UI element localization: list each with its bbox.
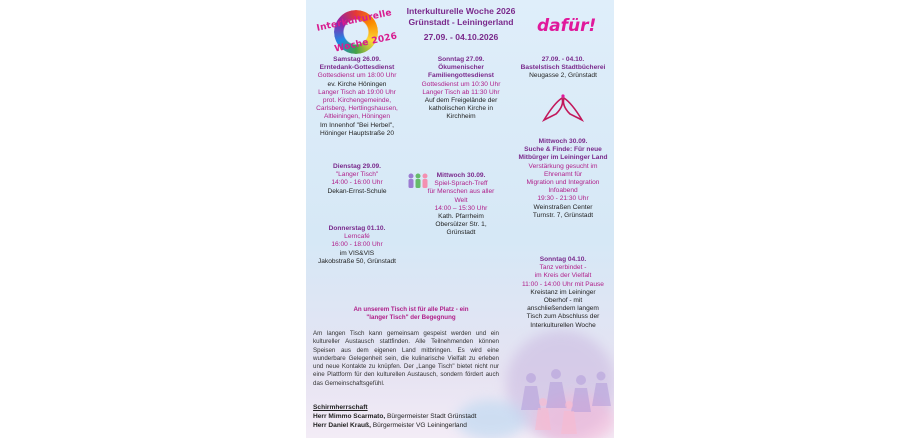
event-line: Ehrenamt für xyxy=(543,170,583,178)
event-day: Sonntag 27.09. xyxy=(437,56,485,63)
event-day: Donnerstag 01.10. xyxy=(328,225,386,232)
event-line: Gottesdienst um 10:30 Uhr xyxy=(421,80,501,88)
event-line: Interkulturellen Woche xyxy=(530,321,596,329)
event-line: Gottesdienst um 18:00 Uhr xyxy=(317,72,397,80)
event-mittwoch-suche-finde xyxy=(512,138,614,220)
patron-role: Bürgermeister Stadt Grünstadt xyxy=(385,413,477,420)
event-name: "Langer Tisch" xyxy=(335,171,379,179)
patron-block xyxy=(313,403,513,430)
event-sonntag-27 xyxy=(410,56,512,122)
event-line: Kreistanz im Leininger xyxy=(530,288,596,296)
event-line: Dekan-Ernst-Schule xyxy=(327,187,387,195)
event-mittwoch-spieltreff xyxy=(410,172,512,238)
event-line: prot. Kirchengemeinde, xyxy=(322,97,392,105)
intro-heading-line: "langer Tisch" der Begegnung xyxy=(366,314,456,322)
event-line: 16:00 - 18:00 Uhr xyxy=(331,241,383,249)
page-dates: 27.09. - 04.10.2026 xyxy=(423,32,499,42)
event-line: Oberhof - mit xyxy=(543,297,583,305)
intro-heading xyxy=(316,306,506,322)
event-line: Langer Tisch ab 11:30 Uhr xyxy=(422,88,500,96)
event-name: Tanz verbindet - xyxy=(539,264,587,272)
event-line: Tisch zum Abschluss der xyxy=(526,313,600,321)
event-name: Lerncafé xyxy=(344,233,370,241)
event-samstag xyxy=(306,56,408,138)
event-line: Auf dem Freigelände der xyxy=(424,97,498,105)
event-name: Erntedank-Gottesdienst xyxy=(319,64,395,72)
patron-line-1 xyxy=(313,412,513,421)
logo-text-line1: Interkulturelle xyxy=(315,8,393,34)
event-sonntag-04 xyxy=(512,256,614,330)
event-line: Im Innenhof "Bei Herbel", xyxy=(320,121,394,129)
event-name: Familiengottesdienst xyxy=(428,72,494,80)
patron-name: Herr Daniel Krauß, xyxy=(313,422,371,429)
event-line: Langer Tisch ab 19:00 Uhr xyxy=(318,88,396,96)
page-subtitle: Grünstadt - Leiningerland xyxy=(408,17,514,27)
event-line: Altleiningen, Höningen xyxy=(324,113,390,121)
event-line: Verstärkung gesucht im xyxy=(528,162,598,170)
event-line: ev. Kirche Höningen xyxy=(327,80,387,88)
page-title: Interkulturelle Woche 2026 xyxy=(406,6,516,16)
event-line: Infoabend xyxy=(548,187,578,195)
event-line: Kath. Pfarrheim xyxy=(438,213,484,221)
patron-line-2 xyxy=(313,421,513,430)
title-block xyxy=(396,6,526,43)
event-day: Sonntag 04.10. xyxy=(539,256,587,263)
event-line: 19:30 - 21:30 Uhr xyxy=(537,195,589,203)
logo xyxy=(312,6,400,56)
event-line: im VIS&VIS xyxy=(339,249,375,257)
event-line: katholischen Kirche in xyxy=(428,105,494,113)
event-line: Jakobstraße 50, Grünstadt xyxy=(317,257,397,265)
logo-text-line2: Woche 2026 xyxy=(333,31,399,55)
patron-heading: Schirmherrschaft xyxy=(313,404,368,411)
event-day: Mittwoch 30.09. xyxy=(538,138,588,145)
intro-text: Am langen Tisch kann gemeinsam gespeist werden und ein kultureller Austausch stattfinden. Alle Teilnehmenden können Speisen aus dem eigenen Land mitbringen. Es wird eine wunderbare Gelegenheit sein, die kulinarische Vielfalt zu erleben und neue Kontakte zu knüpfen. Der „Lange Tisch" bietet nicht nur eine Plattform für den kulturellen Austausch, sondern fördert auch das Gemeinschaftsgefühl. xyxy=(313,330,499,387)
event-line: Höninger Hauptstraße 20 xyxy=(319,129,395,137)
event-basteltisch xyxy=(512,56,614,81)
event-line: Weinstraßen Center xyxy=(533,203,593,211)
event-name: Welt xyxy=(454,196,468,204)
event-name: im Kreis der Vielfalt xyxy=(534,272,592,280)
event-line: Obersülzer Str. 1, xyxy=(435,221,487,229)
dafuer-logo: dafür! xyxy=(537,16,597,36)
event-day: Samstag 26.09. xyxy=(333,56,381,63)
event-line: Grünstadt xyxy=(446,229,476,237)
event-line: anschließendem langem xyxy=(527,305,599,313)
dancers-illustration xyxy=(511,350,614,438)
event-donnerstag xyxy=(306,225,408,266)
event-name: Mitbürger im Leininger Land xyxy=(518,154,608,162)
event-day: Mittwoch 30.09. xyxy=(436,172,486,179)
patron-name: Herr Mimmo Scarmato, xyxy=(313,413,386,420)
event-line: 11:00 - 14:00 Uhr mit Pause xyxy=(522,280,604,288)
event-name: Spiel-Sprach-Treff xyxy=(434,180,488,188)
hands-icon xyxy=(540,90,586,126)
flyer xyxy=(306,0,614,438)
event-name: Suche & Finde: Für neue xyxy=(524,146,602,154)
event-line: 14:00 - 16:00 Uhr xyxy=(331,179,383,187)
event-name: für Menschen aus aller xyxy=(427,188,495,196)
event-name: Bastelstisch Stadtbücherei xyxy=(520,64,606,72)
event-day: 27.09. - 04.10. xyxy=(541,56,585,63)
patron-role: Bürgermeister VG Leiningerland xyxy=(370,422,467,429)
event-line: Turnstr. 7, Grünstadt xyxy=(532,211,594,219)
event-line: Carlsberg, Hertlingshausen, xyxy=(316,105,398,113)
event-dienstag xyxy=(306,163,408,196)
intro-heading-line: An unserem Tisch ist für alle Platz - ein xyxy=(353,306,469,313)
event-name: Ökumenischer xyxy=(438,64,484,72)
event-line: Neugasse 2, Grünstadt xyxy=(529,72,597,80)
event-line: Kirchheim xyxy=(446,113,476,121)
event-line: 14:00 – 15:30 Uhr xyxy=(434,204,488,212)
event-line: Migration und Integration xyxy=(526,179,600,187)
event-day: Dienstag 29.09. xyxy=(332,163,381,170)
